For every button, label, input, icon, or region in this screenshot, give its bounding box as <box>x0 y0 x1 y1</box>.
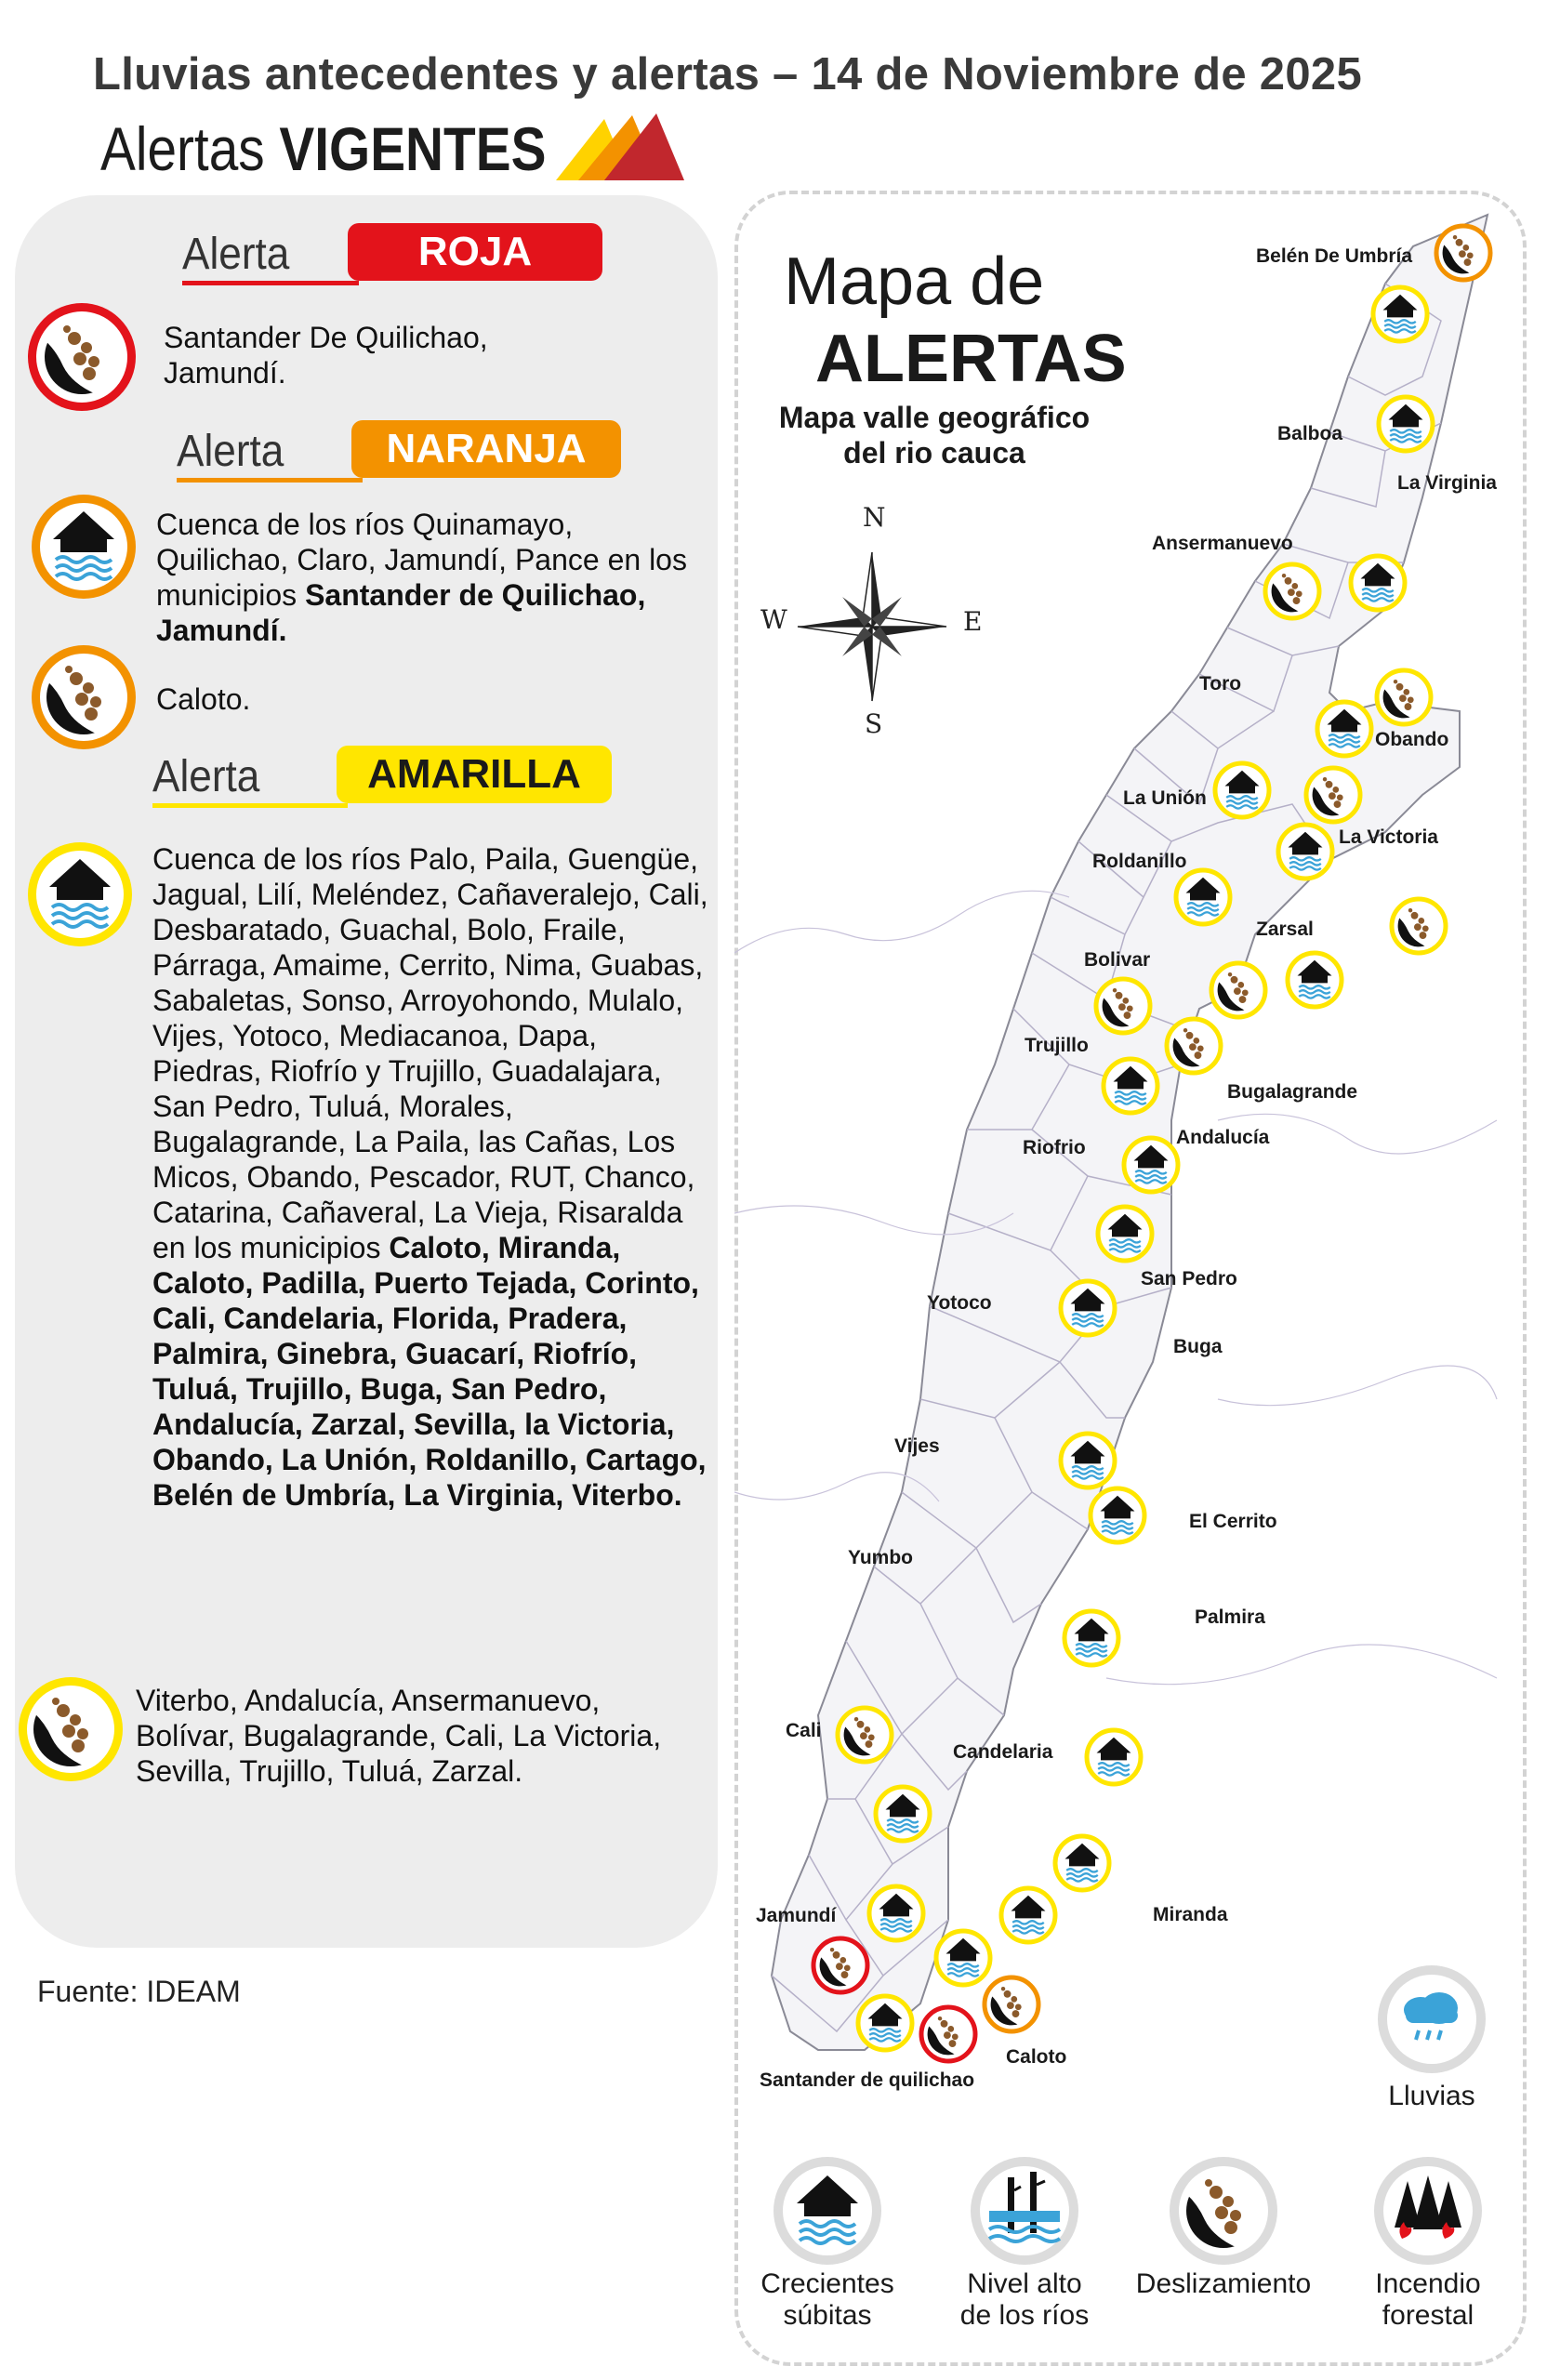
wildfire-icon <box>1370 2153 1486 2268</box>
town-label: Candelaria <box>953 1741 1053 1763</box>
compass-e: E <box>963 606 983 637</box>
alert-amarilla-label: AMARILLA <box>337 746 612 803</box>
town-label: Yotoco <box>927 1292 992 1314</box>
compass-w: W <box>760 604 787 635</box>
alert-naranja-text-2: Caloto. <box>156 682 251 716</box>
town-label: Balboa <box>1277 423 1343 444</box>
alert-roja-text: Santander De Quilichao, Jamundí. <box>164 321 488 390</box>
alert-amarilla-word: Alerta <box>152 752 260 801</box>
alert-naranja-word: Alerta <box>177 427 284 476</box>
flood-icon <box>770 2153 885 2268</box>
town-label: Riofrio <box>1023 1137 1086 1158</box>
flood-marker <box>858 287 1433 2050</box>
legend-rain-label: Lluvias <box>1388 2081 1475 2111</box>
town-label: Santander de quilichao <box>760 2069 975 2091</box>
map-title-line1: Mapa de <box>784 245 1045 319</box>
legend-wildfire-label: Incendio forestal <box>1375 2268 1481 2331</box>
alert-roja-word: Alerta <box>182 230 290 279</box>
town-label: Miranda <box>1153 1904 1228 1925</box>
town-label: Palmira <box>1195 1606 1265 1628</box>
subtitle-bold: VIGENTES <box>279 114 547 183</box>
subtitle-light: Alertas <box>100 114 280 183</box>
town-label: Bugalagrande <box>1227 1081 1358 1103</box>
town-label: San Pedro <box>1141 1268 1237 1289</box>
alert-naranja-text-1: Cuenca de los ríos Quinamayo, Quilichao, Claro, Jamundí, Pance en los municipios Santander de Quilichao, Jamundí. <box>156 508 687 647</box>
town-label: Roldanillo <box>1092 851 1187 872</box>
town-label: Yumbo <box>848 1547 914 1568</box>
town-label: Caloto <box>1006 2046 1067 2068</box>
legend-flood-label: Crecientes súbitas <box>760 2268 894 2331</box>
town-label: Zarsal <box>1256 919 1314 940</box>
town-label: Cali <box>786 1720 822 1741</box>
town-label: Toro <box>1199 673 1242 694</box>
town-label: Buga <box>1173 1336 1223 1357</box>
legend-river-label: Nivel alto de los ríos <box>959 2268 1090 2331</box>
alert-naranja-label: NARANJA <box>351 420 621 478</box>
town-label: Jamundí <box>756 1905 837 1926</box>
town-label: El Cerrito <box>1189 1511 1277 1532</box>
town-label: La Virginia <box>1397 472 1497 494</box>
town-label: La Victoria <box>1339 826 1438 848</box>
town-label: Bolivar <box>1084 949 1151 971</box>
page-title: Lluvias antecedentes y alertas – 14 de Noviembre de 2025 <box>93 49 1362 99</box>
alert-amarilla-text-2: Viterbo, Andalucía, Ansermanuevo, Bolívar, Bugalagrande, Cali, La Victoria, Sevilla, Trujillo, Tuluá, Zarzal. <box>136 1684 662 1788</box>
rain-icon <box>1374 1962 1489 2077</box>
map-subtitle: Mapa valle geográfico del rio cauca <box>778 401 1091 469</box>
map-title-line2: ALERTAS <box>815 322 1127 396</box>
alert-amarilla-text-1: Cuenca de los ríos Palo, Paila, Guengüe, Jagual, Lilí, Meléndez, Cañaveralejo, Cali, Desbaratado, Guachal, Bolo, Fraile, Párraga, Amaime, Cerrito, Nima, Guabas, Sabaletas, Sonso, Arroyohondo, Mulalo, Vijes, Yotoco, Mediacanoa, Dapa, Piedras, Riofrío y Trujillo, Guadalajara, San Pedro, Tuluá, Morales, Bugalagrande, La Paila, las Cañas, Los Micos, Obando, Pescador, RUT, Chanco, Catarina, Cañaveral, La Vieja, Risaralda en los municipios Caloto, Miranda, Caloto, Padilla, Puerto Tejada, Corinto, Cali, Candelaria, Florida, Pradera, Palmira, Ginebra, Guacarí, Riofrío, Tuluá, Trujillo, Buga, San Pedro, Andalucía, Zarzal, Sevilla, la Victoria, Obando, La Unión, Roldanillo, Cartago, Belén de Umbría, La Virginia, Viterbo. <box>152 842 708 1512</box>
town-label: Trujillo <box>1025 1035 1089 1056</box>
compass-s: S <box>865 708 883 739</box>
town-label: Ansermanuevo <box>1152 533 1293 554</box>
town-label: La Unión <box>1123 787 1207 809</box>
town-label: Obando <box>1375 729 1449 750</box>
compass-n: N <box>863 502 886 533</box>
town-label: Belén De Umbría <box>1256 245 1413 267</box>
legend-landslide-label: Deslizamiento <box>1135 2268 1312 2299</box>
river-level-icon <box>967 2153 1082 2268</box>
alert-roja-label: ROJA <box>348 223 602 281</box>
town-label: Vijes <box>894 1435 940 1457</box>
landslide-icon <box>1166 2153 1281 2268</box>
town-label: Andalucía <box>1176 1127 1270 1148</box>
source-note: Fuente: IDEAM <box>37 1975 241 2008</box>
